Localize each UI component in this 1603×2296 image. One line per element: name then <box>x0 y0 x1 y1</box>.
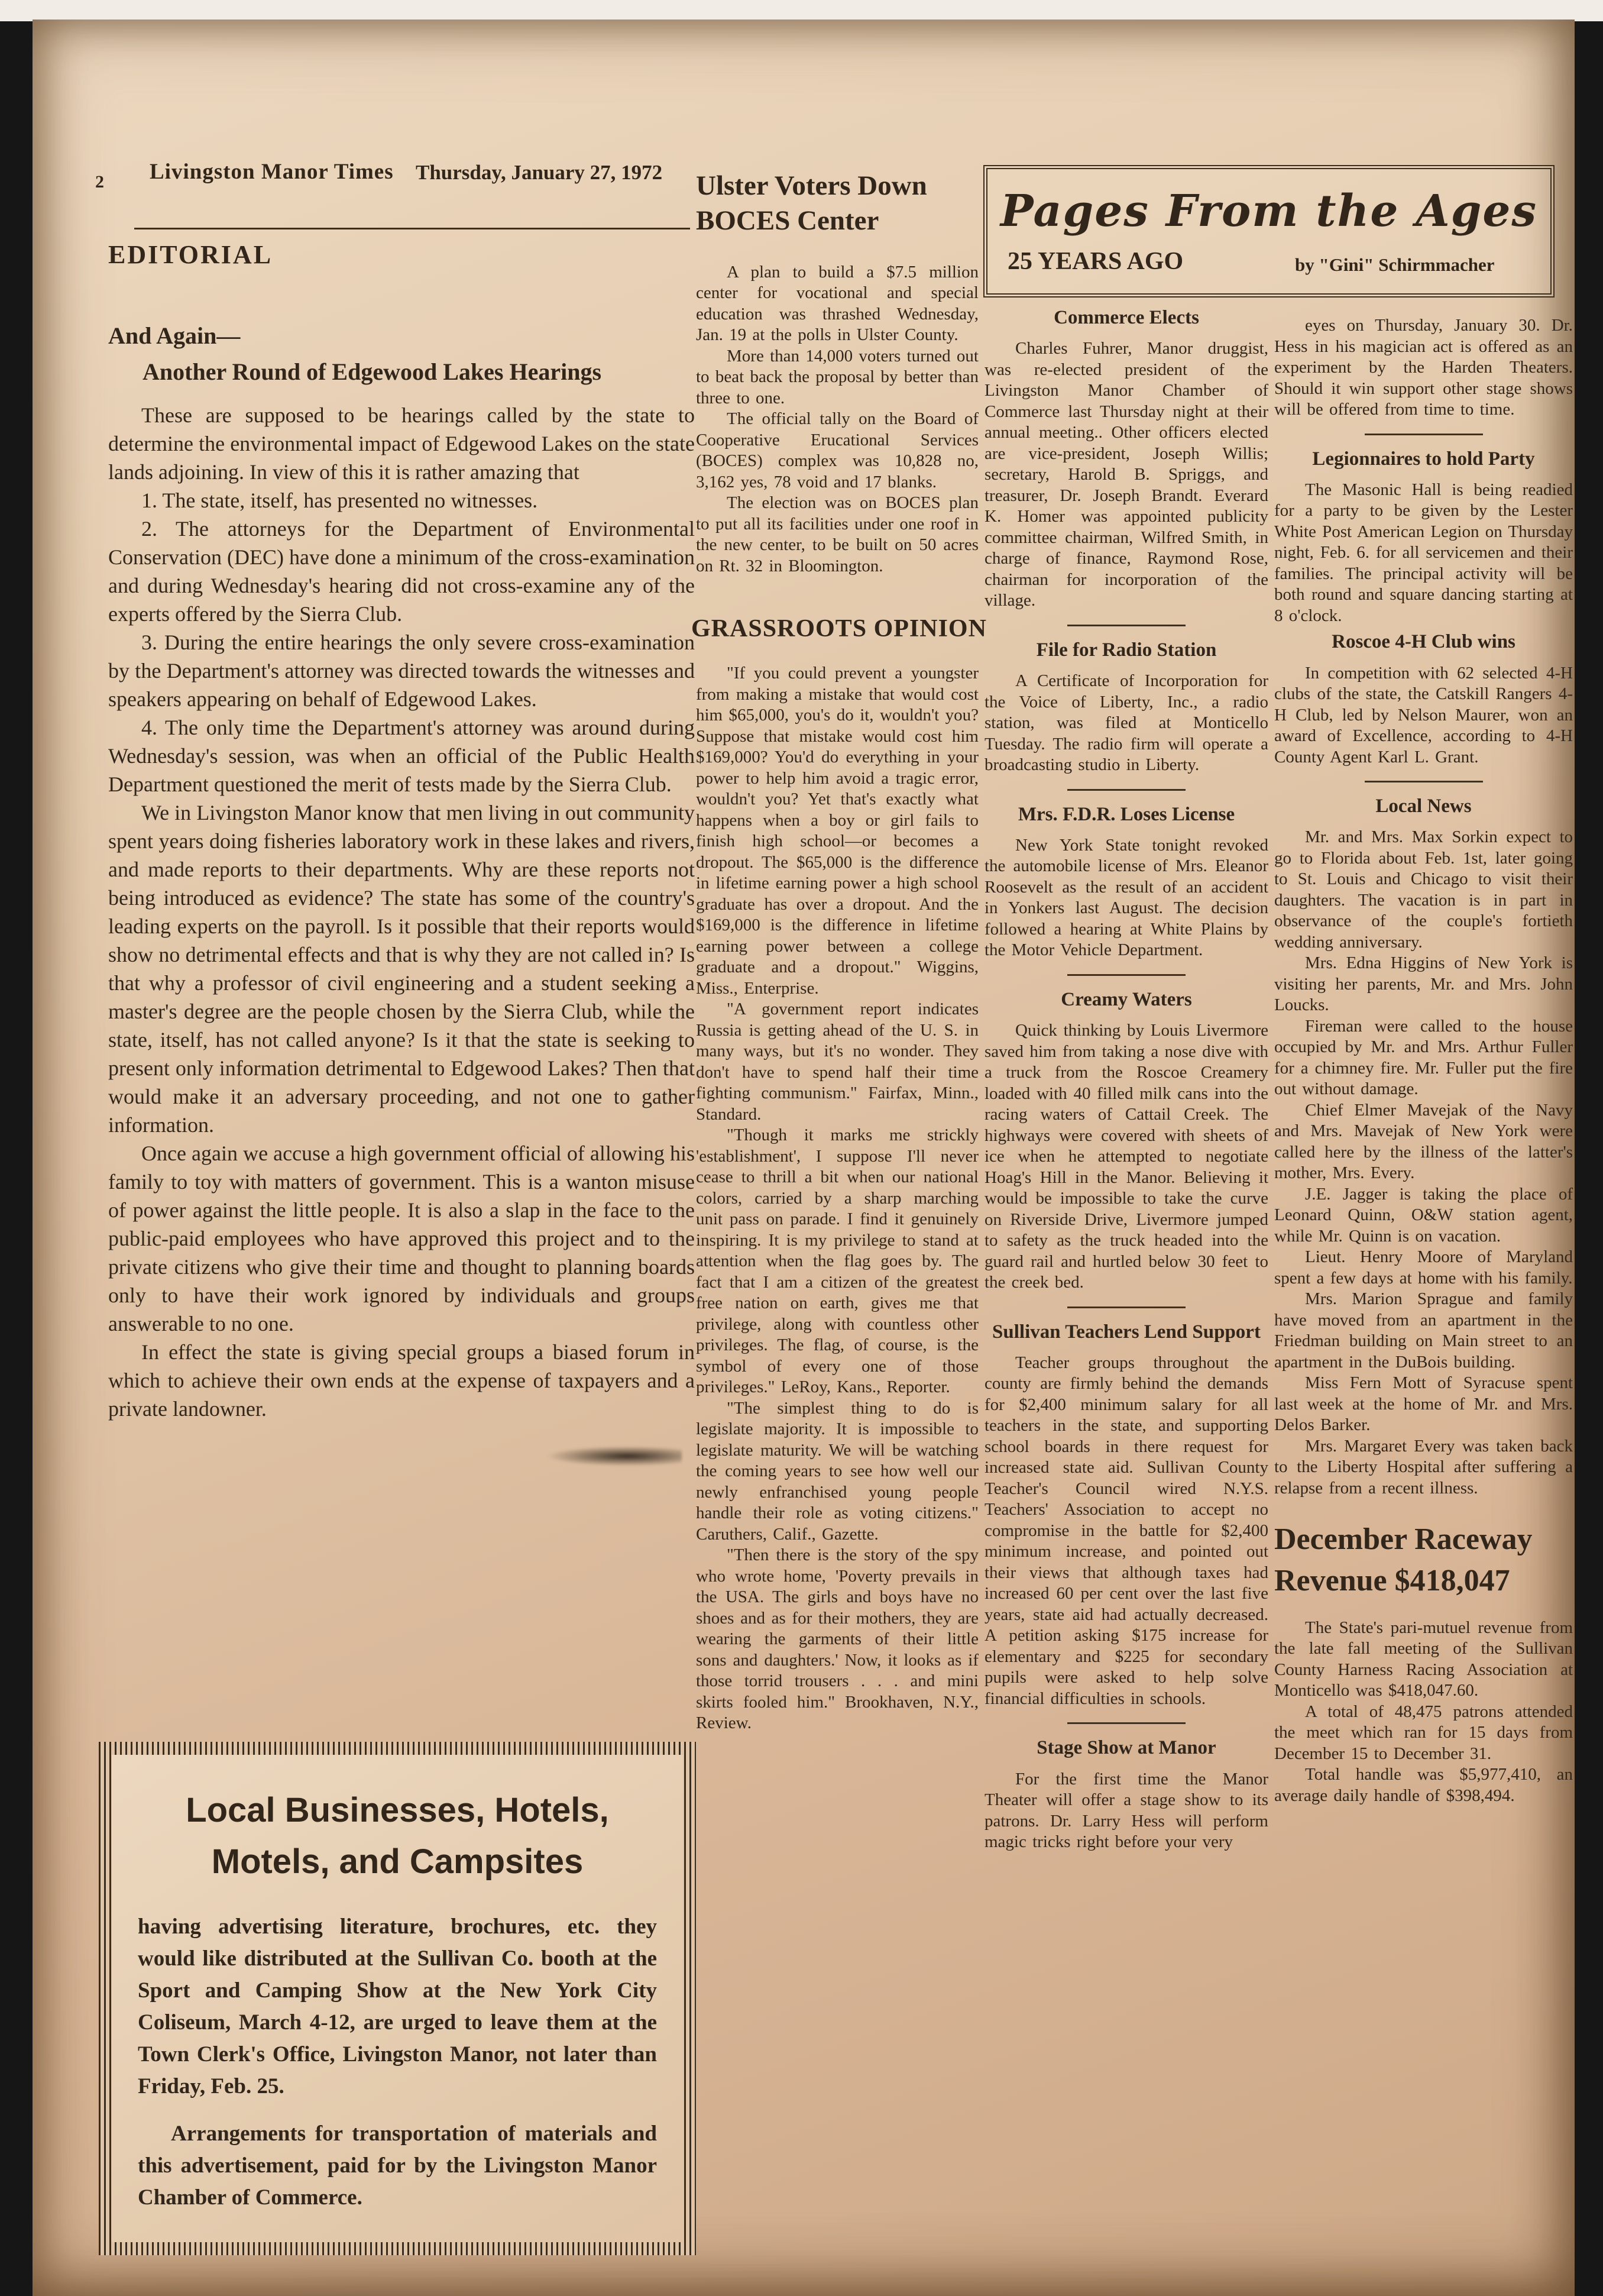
masthead-date: Thursday, January 27, 1972 <box>416 161 663 184</box>
paragraph: Fireman were called to the house occupied by Mr. and Mrs. Arthur Fuller for a chimney fire. Mr. Fuller put the fire out without damage. <box>1274 1016 1573 1099</box>
paragraph: The State's pari-mutuel revenue from the late fall meeting of the Sullivan County Harness Racing Association at Monticello was $418,047.60. <box>1274 1618 1573 1700</box>
column-3 <box>985 302 1268 1853</box>
article-divider <box>1067 1722 1186 1724</box>
page-number: 2 <box>95 172 104 192</box>
editorial-kicker: And Again— <box>108 322 241 349</box>
pages-from-the-ages-byline: by "Gini" Schirmmacher <box>1295 254 1495 275</box>
article-body <box>985 1769 1268 1853</box>
paragraph: 4. The only time the Department's attorney was around during Wednesday's session, was when an official of the Public Health Department questioned the merit of tests made by the Sierra Club. <box>108 716 695 796</box>
article-headline: Creamy Waters <box>1061 988 1192 1010</box>
paragraph: "A government report indicates Russia is getting ahead of the U. S. in many ways, but it's no wonder. They don't have to spend half their time fighting communism." Fairfax, Minn., Standard. <box>696 1000 979 1124</box>
column-4 <box>1274 315 1573 1806</box>
paragraph: Charles Fuhrer, Manor druggist, was re-elected president of the Livingston Manor Chamber of Commerce last Thursday night at their annual meeting.. Other officers elected are vice-president, Joseph Willis; secretary, Harold B. Spriggs, and treasurer, Dr. Joseph Brandt. Everard K. Homer was appointed publicity committee chairman, Wilfred Smith, in charge of finance, Raymond Rose, chairman for incorporation of the village. <box>985 339 1268 610</box>
ad-body <box>138 1911 657 2214</box>
twenty-five-years-ago-label: 25 YEARS AGO <box>1008 248 1184 275</box>
raceway-headline-line1: December Raceway <box>1274 1522 1533 1557</box>
editorial-column <box>108 240 695 1423</box>
article-divider <box>1067 625 1186 626</box>
paragraph: Total handle was $5,977,410, an average daily handle of $398,494. <box>1274 1765 1573 1805</box>
paragraph: Lieut. Henry Moore of Maryland spent a few days at home with his family. <box>1274 1247 1573 1288</box>
paragraph: The election was on BOCES plan to put all its facilities under one roof in the new center, to be built on 50 acres on Rt. 32 in Bloomington. <box>696 493 979 575</box>
masthead-title: Livingston Manor Times <box>150 160 394 184</box>
grassroots-section-headline: GRASSROOTS OPINION <box>691 615 987 642</box>
article-divider <box>1067 1307 1186 1308</box>
article-headline: Mrs. F.D.R. Loses License <box>1018 803 1235 825</box>
paragraph: More than 14,000 voters turned out to beat back the proposal by better than three to one. <box>696 346 979 408</box>
paragraph: Arrangements for transportation of materials and this advertisement, paid for by the Livingston Manor Chamber of Commerce. <box>138 2122 657 2210</box>
paragraph: Quick thinking by Louis Livermore saved him from taking a nose dive with a truck from the Roscoe Creamery loaded with 40 filled milk cans into the racing waters of Cattail Creek. The highways were covered with sheets of ice when he attempted to negotiate Hoag's Hill in the Manor. Believing it would be impossible to take the curve on Riverside Drive, Livermore jumped to safety as the truck headed into the guard rail and hurtled below 30 feet to the creek bed. <box>985 1021 1268 1292</box>
article-body <box>1274 1618 1573 1807</box>
article-headline: File for Radio Station <box>1036 639 1217 661</box>
paragraph: We in Livingston Manor know that men living in out community spent years doing fisheries laboratory work in these lakes and rivers, and made reports to their departments. Why are these reports not being introduced as evidence? The state has some of the country's leading experts on the payroll. Is it possible that their reports would show no detrimental effects and that is why they are not called in? Is that why a professor of civil engineering and a student seeking a master's degree are the people chosen by the Sierra Club, while the state, itself, has not called anyone? Is it that the state is seeking to present only information detrimental to Edgewood Lakes? Then that would make it an adversary proceeding, and not one to gather information. <box>108 801 695 1137</box>
pages-from-the-ages-title: Pages From the Ages <box>1000 186 1538 237</box>
paragraph: Chief Elmer Mavejak of the Navy and Mrs. Mavejak of New York were called here by the illness of the latter's mother, Mrs. Every. <box>1274 1100 1573 1183</box>
paragraph: J.E. Jagger is taking the place of Leonard Quinn, O&W station agent, while Mr. Quinn is on vacation. <box>1274 1184 1573 1246</box>
article-body <box>1274 827 1573 1499</box>
paragraph: The Masonic Hall is being readied for a party to be given by the Lester White Post American Legion on Thursday night, Feb. 6. for all servicemen and their families. The principal activity will be both round and square dancing starting at 8 o'clock. <box>1274 480 1573 625</box>
paragraph: New York State tonight revoked the automobile license of Mrs. Eleanor Roosevelt as the result of an accident in Yonkers last August. The decision followed a hearing at White Plains by the Motor Vehicle Department. <box>985 835 1268 960</box>
raceway-headline <box>1274 1519 1573 1602</box>
paragraph: In effect the state is giving special groups a biased forum in which to achieve their own ends at the expense of taxpayers and a private landowner. <box>108 1340 695 1421</box>
paragraph: eyes on Thursday, January 30. Dr. Hess in his magician act is offered as an experiment by the Harden Theaters. Should it win support other stage shows will be offered from time to time. <box>1274 316 1573 419</box>
paragraph: A plan to build a $7.5 million center for vocational and special education was thrashed Wednesday, Jan. 19 at the polls in Ulster County. <box>696 262 979 344</box>
paragraph: Mrs. Marion Sprague and family have moved from an apartment in the Friedman building on Main street to an apartment in the DuBois building. <box>1274 1289 1573 1372</box>
editorial-headline: Another Round of Edgewood Lakes Hearings <box>143 358 602 385</box>
article-body <box>985 338 1268 612</box>
paragraph: Teacher groups throughout the county are firmly behind the demands for $2,400 minimum salary for all teachers in the state, and supporting school boards in there request for increased state aid. Sullivan County Teacher's Council wired N.Y.S. Teachers' Association to accept no compromise in the battle for $2,400 minimum increase, and pointed out their views that although taxes had increased 60 per cent over the last five years, state aid had actually decreased. A petition asking $175 increase for elementary and $225 for secondary pupils were asked to help solve financial difficulties in schools. <box>985 1353 1268 1708</box>
pages-from-the-ages-box <box>983 165 1555 297</box>
chamber-ad-box <box>99 1742 696 2255</box>
article-body <box>985 1020 1268 1293</box>
paragraph: A total of 48,475 patrons attended the meet which ran for 15 days from December 15 to December 31. <box>1274 1702 1573 1763</box>
paragraph: 3. During the entire hearings the only severe cross-examination by the Department's attorney was directed towards the witnesses and speakers appearing on behalf of Edgewood Lakes. <box>108 630 695 711</box>
ad-headline: Local Businesses, Hotels, Motels, and Campsites <box>186 1791 609 1881</box>
editorial-body <box>108 401 695 1423</box>
paragraph: Mr. and Mrs. Max Sorkin expect to go to Florida about Feb. 1st, later going to St. Louis and Chicago to visit their daughters. The vacation is in part in observance of the couple's fortieth wedding anniversary. <box>1274 827 1573 952</box>
paragraph: "If you could prevent a youngster from making a mistake that would cost him $65,000, you's do it, wouldn't you? Suppose that mistake would cost him $169,000? You'd do everything in your power to help him avoid a tragic error, wouldn't you? Yet that's exactly what happens when a boy or girl fails to finish high school—or becomes a dropout. The $65,000 is the difference in lifetime earning power a high school graduate has over a dropout. And the $169,000 is the difference in lifetime earning power between a college graduate and a dropout." Wiggins, Miss., Enterprise. <box>696 664 979 998</box>
paragraph: 2. The attorneys for the Department of Environmental Conservation (DEC) have done a minimum of the cross-examination and during Wednesday's hearing did not cross-examine any of the experts offered by the Sierra Club. <box>108 517 695 626</box>
paragraph: Mrs. Margaret Every was taken back to the Liberty Hospital after suffering a relapse from a recent illness. <box>1274 1436 1573 1498</box>
paragraph: In competition with 62 selected 4-H clubs of the state, the Catskill Rangers 4-H Club, led by Nelson Maurer, won an award of Excellence, according to 4-H County Agent Karl L. Grant. <box>1274 663 1573 767</box>
stage-show-continuation <box>1274 315 1573 421</box>
ulster-article-headline: Ulster Voters Down BOCES Center <box>696 170 927 236</box>
paragraph: Miss Fern Mott of Syracuse spent last week at the home of Mr. and Mrs. Delos Barker. <box>1274 1373 1573 1435</box>
article-body <box>1274 663 1573 768</box>
paragraph: The official tally on the Board of Cooperative Erucational Services (BOCES) complex was 10,828 no, 3,162 yes, 78 void and 17 blanks. <box>696 409 979 491</box>
article-body <box>985 671 1268 776</box>
article-divider <box>1365 781 1483 782</box>
column-2 <box>691 169 987 1734</box>
article-body <box>985 835 1268 961</box>
paragraph: "Though it marks me strickly 'establishment', I suppose I'll never cease to thrill a bit when our national colors, carried by a sharp marching unit pass on parade. I find it genuinely inspiring. It is my privilege to stand at attention when the flag goes by. The fact that I am a citizen of the greatest free nation on earth, gives me that privilege, along with countless other privileges. The flag, of course, is the symbol of every one of those privileges." LeRoy, Kans., Reporter. <box>696 1126 979 1396</box>
paragraph: These are supposed to be hearings called by the state to determine the environmental impact of Edgewood Lakes on the state lands adjoining. In view of this it is rather amazing that <box>108 403 695 484</box>
paragraph: "Then there is the story of the spy who wrote home, 'Poverty prevails in the USA. The girls and boys have no shoes and as for their mothers, they are wearing the garments of their little sons and daughters.' Now, it looks as if those torrid trousers . . . and mini skirts fooled him." Brookhaven, N.Y., Review. <box>696 1545 979 1732</box>
ink-smudge <box>546 1446 682 1466</box>
paragraph: "The simplest thing to do is legislate majority. It is impossible to legislate maturity. We will be watching the coming years to see how well our newly enfranchised young people handle their role as voting citizens." Caruthers, Calif., Gazette. <box>696 1398 979 1544</box>
article-body <box>1274 480 1573 627</box>
article-headline: Local News <box>1375 795 1472 817</box>
raceway-headline-line2: Revenue $418,047 <box>1274 1564 1510 1598</box>
scan-top-margin <box>0 0 1603 21</box>
paragraph: Once again we accuse a high government official of allowing his family to toy with matters of government. This is a wanton misuse of power against the little people. It is also a slap in the face to the public-paid employees who have approved this project and to the private citizens who give their time and thought to planning boards only to have their work ignored by individuals and groups answerable to no one. <box>108 1141 695 1335</box>
article-headline: Roscoe 4-H Club wins <box>1332 631 1515 653</box>
paragraph: Mrs. Edna Higgins of New York is visiting her parents, Mr. and Mrs. John Loucks. <box>1274 953 1573 1015</box>
article-headline: Sullivan Teachers Lend Support <box>992 1321 1261 1343</box>
paragraph: having advertising literature, brochures, etc. they would like distributed at the Sullivan Co. booth at the Sport and Camping Show at the New York City Coliseum, March 4-12, are urged to leave them at the Town Clerk's Office, Livingston Manor, not later than Friday, Feb. 25. <box>138 1915 657 2098</box>
paragraph: 1. The state, itself, has presented no witnesses. <box>141 489 538 512</box>
masthead-rule <box>134 228 690 229</box>
chamber-ad-inner <box>112 1755 683 2242</box>
newspaper-page <box>33 20 1575 2296</box>
article-divider <box>1365 434 1483 435</box>
article-divider <box>1067 974 1186 976</box>
article-body <box>985 1353 1268 1710</box>
article-headline: Commerce Elects <box>1054 307 1199 328</box>
editorial-section-label: EDITORIAL <box>108 240 273 269</box>
paragraph: A Certificate of Incorporation for the Voice of Liberty, Inc., a radio station, was filed at Monticello Tuesday. The radio firm will operate a broadcasting studio in Liberty. <box>985 671 1268 774</box>
grassroots-body <box>696 663 979 1734</box>
paragraph: For the first time the Manor Theater will offer a stage show to its patrons. Dr. Larry Hess will perform magic tricks right before your very <box>985 1769 1268 1851</box>
article-divider <box>1067 789 1186 791</box>
article-headline: Stage Show at Manor <box>1037 1737 1216 1759</box>
ulster-article-body <box>696 262 979 577</box>
article-headline: Legionnaires to hold Party <box>1312 448 1535 470</box>
